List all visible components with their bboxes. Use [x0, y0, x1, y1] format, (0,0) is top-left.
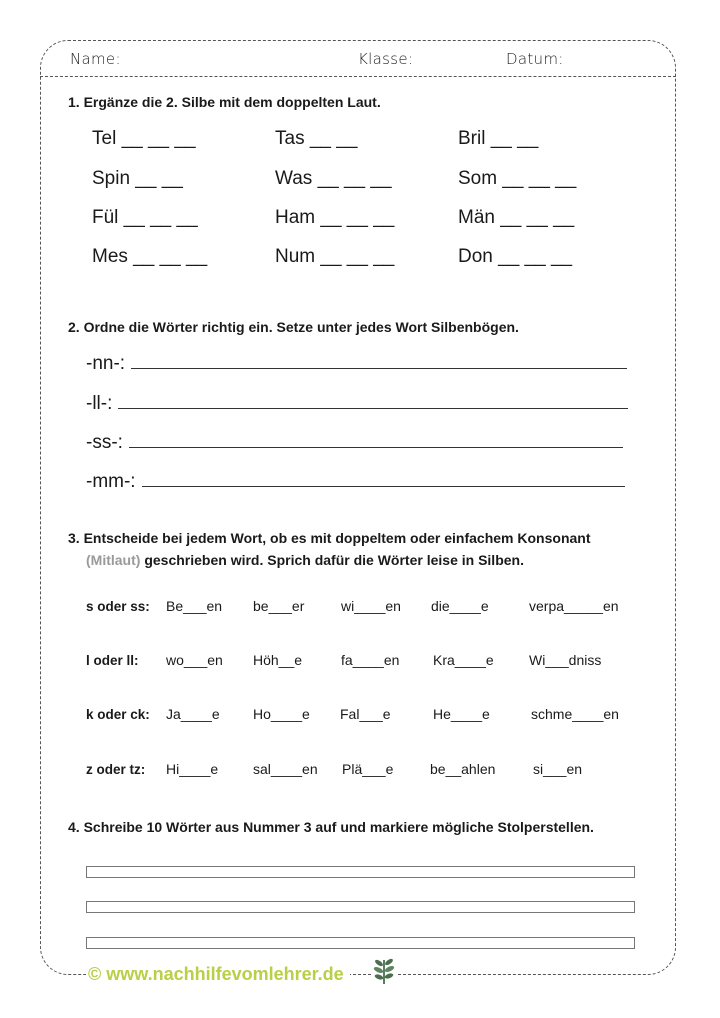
- class-label: Klasse:: [358, 50, 414, 68]
- name-label: Name:: [70, 50, 121, 68]
- task3-word: verpa_____en: [529, 598, 619, 614]
- task3-word: fa____en: [341, 652, 400, 668]
- task3-row-label: k oder ck:: [86, 707, 150, 722]
- writing-line-box[interactable]: [86, 901, 635, 913]
- task4-title: 4. Schreibe 10 Wörter aus Nummer 3 auf und markiere mögliche Stolperstellen.: [68, 819, 594, 835]
- leaf-sprig-icon: [372, 955, 396, 985]
- task1-item: Spin __ __: [92, 168, 183, 189]
- task3-word: Höh__e: [253, 652, 303, 668]
- task3-word: schme____en: [531, 706, 619, 722]
- header-divider: [40, 76, 676, 77]
- task1-item: Ham __ __ __: [275, 207, 395, 228]
- task2-row-label: -ll-:: [86, 393, 113, 414]
- task2-row-nn: [86, 352, 627, 375]
- write-line[interactable]: [118, 392, 628, 409]
- task3-title-line2: [86, 552, 524, 568]
- task3-word: be__ahlen: [430, 761, 496, 777]
- task3-word: wo___en: [166, 652, 223, 668]
- task1-item: Som __ __ __: [458, 168, 577, 189]
- task1-item: Tas __ __: [275, 128, 358, 149]
- task2-row-ll: [86, 392, 628, 415]
- task1-item: Bril __ __: [458, 128, 539, 149]
- task3-row-label: s oder ss:: [86, 599, 150, 614]
- task3-word: be___er: [253, 598, 305, 614]
- task2-title: 2. Ordne die Wörter richtig ein. Setze unter jedes Wort Silbenbögen.: [68, 319, 519, 335]
- task1-item: Tel __ __ __: [92, 128, 196, 149]
- task1-item: Was __ __ __: [275, 168, 392, 189]
- task3-word: Kra____e: [433, 652, 494, 668]
- task3-word: Fal___e: [340, 706, 391, 722]
- task3-word: Ho____e: [253, 706, 310, 722]
- task2-row-mm: [86, 470, 625, 493]
- task3-word: Be___en: [166, 598, 223, 614]
- writing-line-box[interactable]: [86, 866, 635, 878]
- task3-word: sal____en: [253, 761, 318, 777]
- task2-row-ss: [86, 431, 623, 454]
- task3-hint: (Mitlaut): [86, 552, 141, 568]
- task1-item: Num __ __ __: [275, 246, 395, 267]
- task3-word: Ja____e: [166, 706, 220, 722]
- task3-word: Hi____e: [166, 761, 219, 777]
- task1-item: Mes __ __ __: [92, 246, 208, 267]
- writing-line-box[interactable]: [86, 937, 635, 949]
- task2-row-label: -ss-:: [86, 432, 123, 453]
- task3-word: Plä___e: [342, 761, 394, 777]
- write-line[interactable]: [131, 352, 627, 369]
- task3-title-rest: geschrieben wird. Sprich dafür die Wörter leise in Silben.: [140, 552, 524, 568]
- write-line[interactable]: [129, 431, 623, 448]
- task3-word: si___en: [533, 761, 583, 777]
- task2-row-label: -mm-:: [86, 471, 136, 492]
- task1-item: Don __ __ __: [458, 246, 573, 267]
- write-line[interactable]: [142, 470, 625, 487]
- task1-item: Män __ __ __: [458, 207, 575, 228]
- task3-row-label: l oder ll:: [86, 653, 139, 668]
- task1-title: 1. Ergänze die 2. Silbe mit dem doppelten Laut.: [68, 94, 381, 110]
- task3-word: die____e: [431, 598, 489, 614]
- task2-row-label: -nn-:: [86, 353, 126, 374]
- task3-word: Wi___dniss: [529, 652, 602, 668]
- task3-row-label: z oder tz:: [86, 762, 146, 777]
- copyright-footer: © www.nachhilfevomlehrer.de: [86, 964, 350, 985]
- task3-title-line1: 3. Entscheide bei jedem Wort, ob es mit doppeltem oder einfachem Konsonant: [68, 530, 591, 546]
- date-label: Datum:: [506, 50, 564, 68]
- task1-item: Fül __ __ __: [92, 207, 198, 228]
- task3-word: He____e: [433, 706, 490, 722]
- task3-word: wi____en: [341, 598, 401, 614]
